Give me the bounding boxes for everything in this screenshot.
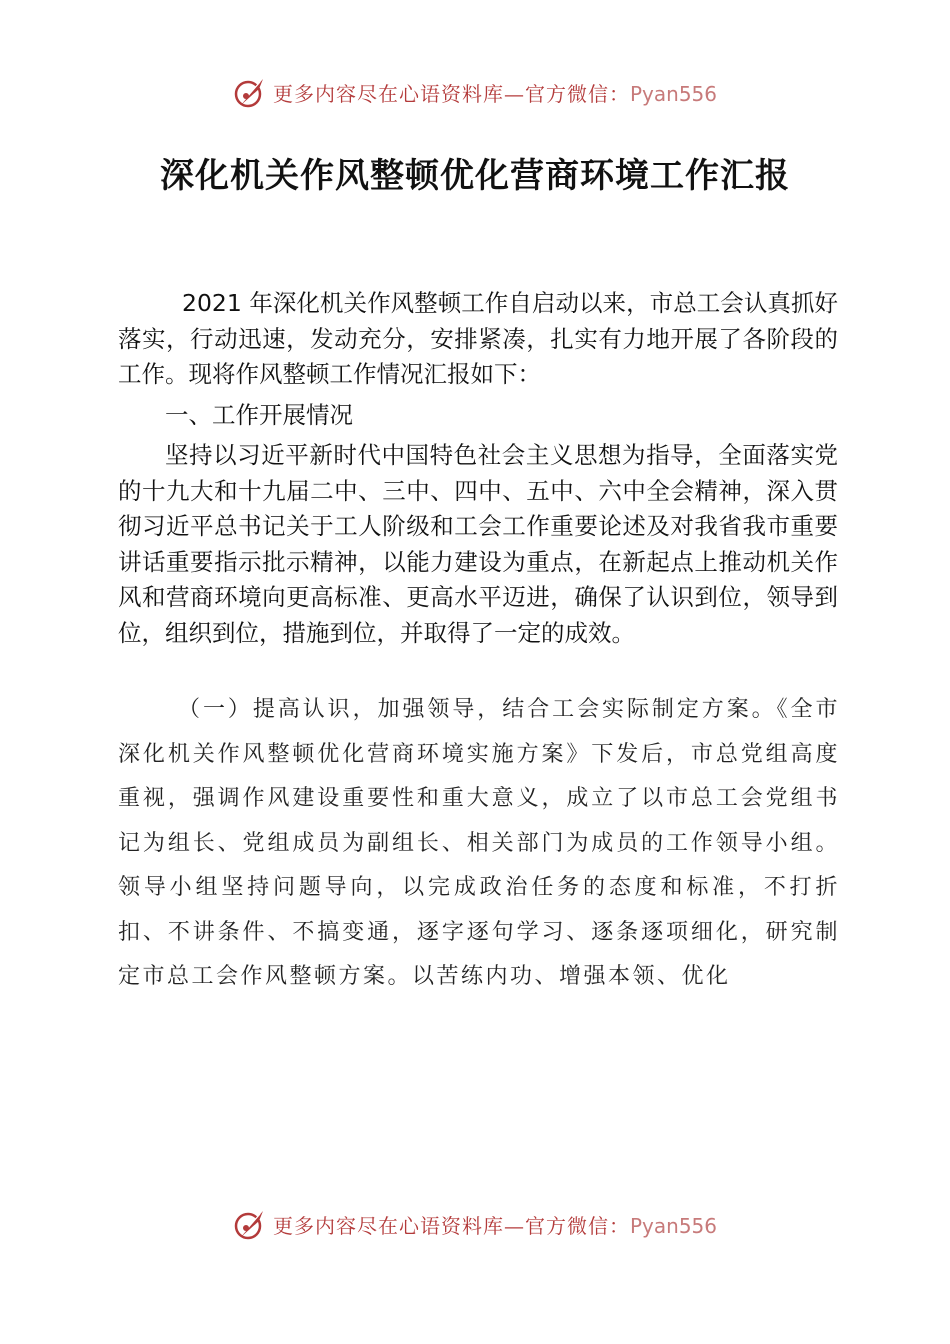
section-paragraph: 坚持以习近平新时代中国特色社会主义思想为指导，全面落实党的十九大和十九届二中、三中、四中、五中、六中全会精神，深入贯彻习近平总书记关于工人阶级和工会工作重要论述及对我省我市重要讲话重要指示批示精神，以能力建设为重点，在新起点上推动机关作风和营商环境向更高标准、更高水平迈进，确保了认识到位，领导到位，组织到位，措施到位，并取得了一定的成效。	[118, 441, 838, 647]
banner-text	[273, 78, 717, 107]
subsection-paragraph: （一）提高认识，加强领导，结合工会实际制定方案。《全市深化机关作风整顿优化营商环境实施方案》下发后，市总党组高度重视，强调作风建设重要性和重大意义，成立了以市总工会党组书记为组长、党组成员为副组长、相关部门为成员的工作领导小组。领导小组坚持问题导向，以完成政治任务的态度和标准，不打折扣、不讲条件、不搞变通，逐字逐句学习、逐条逐项细化，研究制定市总工会作风整顿方案。以苦练内功、增强本领、优化	[118, 697, 840, 989]
banner-text	[273, 1210, 717, 1239]
quill-pen-logo-icon	[233, 75, 267, 109]
wechat-id: Pyan556	[629, 81, 717, 106]
intro-paragraph: 2021 年深化机关作风整顿工作自启动以来，市总工会认真抓好落实，行动迅速，发动充分，安排紧凑，扎实有力地开展了各阶段的工作。现将作风整顿工作情况汇报如下：	[118, 289, 838, 388]
banner-slogan: 更多内容尽在心语资料库—官方微信：	[272, 81, 630, 106]
document-title: 深化机关作风整顿优化营商环境工作汇报	[160, 156, 790, 196]
footer-banner	[0, 1202, 950, 1246]
header-banner	[0, 70, 950, 114]
banner-slogan: 更多内容尽在心语资料库—官方微信：	[272, 1213, 630, 1238]
section-heading: 一、工作开展情况	[165, 401, 353, 429]
quill-pen-logo-icon	[233, 1207, 267, 1241]
wechat-id: Pyan556	[629, 1213, 717, 1238]
